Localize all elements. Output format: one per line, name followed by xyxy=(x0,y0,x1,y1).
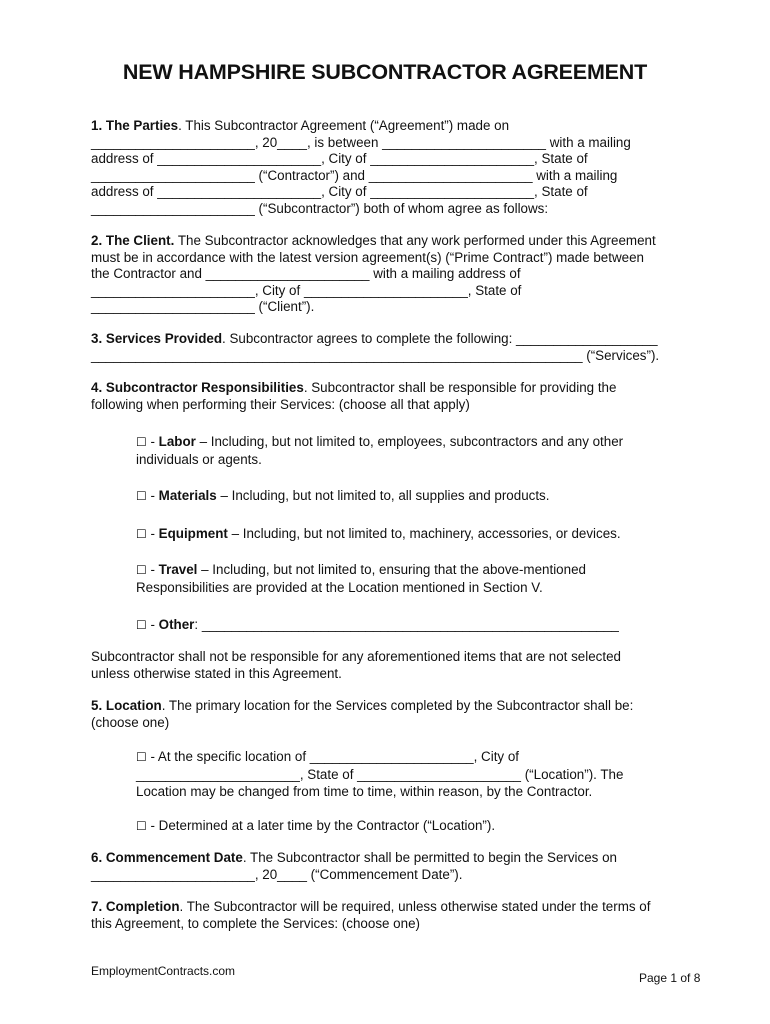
option-label: Travel xyxy=(158,562,198,577)
option-text: – Including, but not limited to, all supplies and products. xyxy=(216,488,550,503)
checkbox-icon[interactable]: ☐ xyxy=(136,819,147,833)
checkbox-icon[interactable]: ☐ xyxy=(136,563,147,577)
option-other xyxy=(136,616,696,634)
option-text: Location may be changed from time to time, within reason, by the Contractor. xyxy=(136,784,593,799)
footer-site: EmploymentContracts.com xyxy=(91,964,236,978)
dash-text: - xyxy=(146,526,159,541)
section-heading: 2. The Client. xyxy=(91,233,175,248)
checkbox-icon[interactable]: ☐ xyxy=(136,750,147,764)
paragraph-text: ______________________, City of ______________________, State of xyxy=(91,282,522,298)
option-travel xyxy=(136,561,696,596)
paragraph-text: ______________________ (“Client”). xyxy=(91,299,315,315)
option-text: - At the specific location of ______________________, City of xyxy=(146,749,519,764)
option-text: – Including, but not limited to, ensuring that the above-mentioned xyxy=(197,562,586,577)
option-labor xyxy=(136,433,696,468)
section-heading: 6. Commencement Date xyxy=(91,850,243,865)
paragraph-text: ______________________, 20____ (“Commencement Date”). xyxy=(91,866,463,882)
section-responsibilities xyxy=(91,380,691,413)
section-services xyxy=(91,331,691,364)
checkbox-icon[interactable]: ☐ xyxy=(136,618,147,632)
checkbox-icon[interactable]: ☐ xyxy=(136,489,147,503)
paragraph-text: . The Subcontractor shall be permitted to begin the Services on xyxy=(242,850,617,865)
paragraph-text: unless otherwise stated in this Agreement. xyxy=(91,665,342,681)
page-number: Page 1 of 8 xyxy=(639,971,701,985)
section-heading: 3. Services Provided xyxy=(91,331,223,346)
section-heading: 7. Completion xyxy=(91,899,180,914)
checkbox-icon[interactable]: ☐ xyxy=(136,527,147,541)
section-heading: 1. The Parties xyxy=(91,118,179,133)
paragraph-text: ______________________ (“Subcontractor”) both of whom agree as follows: xyxy=(91,200,549,216)
option-label: Other xyxy=(158,617,195,632)
paragraph-text: ______________________ (“Contractor”) and ______________________ with a mailing xyxy=(91,167,618,183)
option-label: Materials xyxy=(158,488,217,503)
paragraph-text: . Subcontractor shall be responsible for providing the xyxy=(303,380,617,395)
section-parties xyxy=(91,118,691,218)
dash-text: - xyxy=(146,562,159,577)
responsibilities-note xyxy=(91,649,691,682)
option-text: – Including, but not limited to, machinery, accessories, or devices. xyxy=(227,526,621,541)
option-specific-location xyxy=(136,748,696,800)
section-client xyxy=(91,233,691,316)
paragraph-text: the Contractor and ______________________ with a mailing address of xyxy=(91,266,521,282)
paragraph-text: this Agreement, to complete the Services: (choose one) xyxy=(91,915,420,931)
option-equipment xyxy=(136,525,696,543)
option-text: individuals or agents. xyxy=(136,452,262,467)
page-title: NEW HAMPSHIRE SUBCONTRACTOR AGREEMENT xyxy=(122,60,648,84)
paragraph-text: Subcontractor shall not be responsible for any aforementioned items that are not selected xyxy=(91,649,621,664)
dash-text: - xyxy=(146,488,159,503)
option-materials xyxy=(136,487,696,505)
paragraph-text: . This Subcontractor Agreement (“Agreement”) made on xyxy=(178,118,510,133)
section-location xyxy=(91,698,691,731)
paragraph-text: ______________________, 20____, is between ______________________ with a mailing xyxy=(91,134,631,150)
dash-text: - xyxy=(146,434,159,449)
paragraph-text: (choose one) xyxy=(91,714,170,730)
section-commencement xyxy=(91,850,691,883)
section-heading: 5. Location xyxy=(91,698,162,713)
paragraph-text: The Subcontractor acknowledges that any work performed under this Agreement xyxy=(174,233,656,248)
paragraph-text: following when performing their Services: (choose all that apply) xyxy=(91,396,470,412)
option-text: - Determined at a later time by the Contractor (“Location”). xyxy=(146,818,496,833)
checkbox-icon[interactable]: ☐ xyxy=(136,435,147,449)
paragraph-text: address of ______________________, City of ______________________, State of xyxy=(91,184,588,200)
option-text: – Including, but not limited to, employees, subcontractors and any other xyxy=(195,434,624,449)
paragraph-text: . Subcontractor agrees to complete the following: ___________________ xyxy=(222,331,658,346)
option-text: ______________________, State of ______________________ (“Location”). The xyxy=(136,767,624,782)
dash-text: - xyxy=(146,617,159,632)
paragraph-text: . The Subcontractor will be required, unless otherwise stated under the terms of xyxy=(179,899,651,914)
paragraph-text: . The primary location for the Services completed by the Subcontractor shall be: xyxy=(161,698,634,713)
section-completion xyxy=(91,899,691,932)
paragraph-text: __________________________________________________________________ (“Services”). xyxy=(91,347,660,363)
option-label: Equipment xyxy=(158,526,228,541)
option-text: Responsibilities are provided at the Location mentioned in Section V. xyxy=(136,580,543,595)
paragraph-text: must be in accordance with the latest version agreement(s) (“Prime Contract”) made between xyxy=(91,249,644,265)
option-label: Labor xyxy=(158,434,196,449)
section-heading: 4. Subcontractor Responsibilities xyxy=(91,380,304,395)
option-later-location xyxy=(136,817,696,835)
paragraph-text: address of ______________________, City of ______________________, State of xyxy=(91,151,588,167)
option-text: : ________________________________________________________ xyxy=(194,617,619,632)
